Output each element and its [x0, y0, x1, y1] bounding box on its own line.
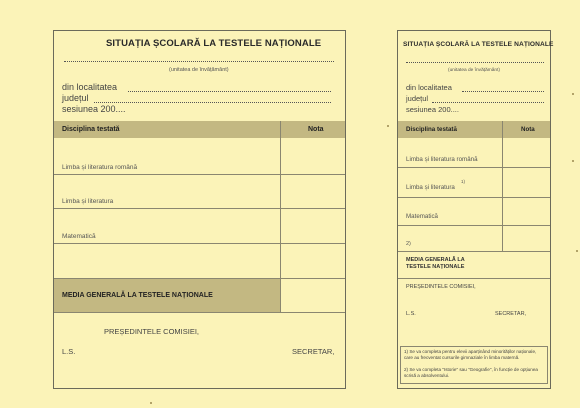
left-average-label: MEDIA GENERALĂ LA TESTELE NAȚIONALE	[62, 292, 213, 299]
left-row-line	[54, 312, 345, 313]
right-footnote-marker-1: 1)	[461, 179, 466, 184]
paper-speck	[387, 125, 389, 127]
right-footnote-marker-2: 2)	[406, 241, 411, 247]
left-ls-label: L.S.	[62, 347, 76, 356]
left-county-label: județul	[62, 93, 89, 103]
paper-speck	[572, 160, 574, 162]
right-session-label: sesiunea 200....	[406, 105, 459, 114]
left-row-line	[54, 174, 345, 175]
left-form	[53, 30, 346, 389]
left-form-title: SITUAȚIA ȘCOLARĂ LA TESTELE NAȚIONALE	[106, 38, 322, 49]
left-locality-label: din localitatea	[62, 82, 118, 92]
right-row-line	[398, 167, 550, 168]
right-subject-mother-tongue: Limba și literatura	[406, 184, 455, 191]
right-row-line	[398, 251, 550, 252]
right-col-subject: Disciplina testată	[406, 126, 457, 133]
left-locality-field[interactable]	[128, 91, 331, 92]
left-table-header	[54, 121, 345, 138]
right-col-grade: Nota	[521, 126, 535, 133]
left-school-hint: (unitatea de învățământ)	[169, 67, 229, 73]
right-subject-romanian: Limba și literatura română	[406, 156, 478, 163]
right-county-field[interactable]	[432, 102, 544, 103]
left-average-row	[54, 279, 280, 312]
right-school-field[interactable]	[406, 62, 544, 63]
left-col-subject: Disciplina testată	[62, 126, 120, 133]
left-president-label: PREȘEDINTELE COMISIEI,	[104, 327, 200, 336]
left-subject-math: Matematică	[62, 233, 96, 240]
right-table-header	[398, 121, 550, 138]
right-footnotes-box	[400, 346, 548, 384]
right-president-label: PREȘEDINTELE COMISIEI,	[406, 284, 476, 290]
right-grade-cell[interactable]	[504, 139, 549, 166]
right-county-label: județul	[406, 94, 429, 103]
left-col-divider	[280, 121, 281, 312]
right-form-title: SITUAȚIA ȘCOLARĂ LA TESTELE NAȚIONALE	[403, 41, 554, 48]
left-subject-romanian: Limba și literatura română	[62, 164, 138, 171]
left-school-field[interactable]	[64, 61, 334, 62]
right-average-label: MEDIA GENERALĂ LA TESTELE NAȚIONALE	[406, 257, 465, 270]
left-grade-cell[interactable]	[282, 139, 344, 173]
right-footnote-1: 1) Se va completa pentru elevii aparținând minorităților naționale, care au frecventat cursurile gimnaziale în limba maternă.	[404, 349, 537, 361]
left-subject-mother-tongue: Limba și literatura	[62, 198, 114, 205]
left-county-field[interactable]	[94, 102, 331, 103]
left-session-label: sesiunea 200....	[62, 104, 126, 114]
right-row-line	[398, 278, 550, 279]
right-col-divider	[502, 121, 503, 251]
right-form	[397, 30, 554, 389]
paper-speck	[572, 93, 574, 95]
right-row-line	[398, 197, 550, 198]
right-subject-math: Matematică	[406, 213, 438, 220]
left-secretary-label: SECRETAR,	[292, 347, 335, 356]
right-footnote-2: 2) Se va completa "Istorie" sau "Geografie", în funcție de opțiunea scrisă a absolventului.	[404, 367, 538, 379]
left-row-line	[54, 243, 345, 244]
right-ls-label: L.S.	[406, 311, 416, 317]
right-secretary-label: SECRETAR,	[495, 311, 527, 317]
left-col-grade: Nota	[308, 126, 324, 133]
paper-speck	[150, 402, 152, 404]
right-school-hint: (unitatea de învățământ)	[448, 68, 500, 73]
right-row-line	[398, 225, 550, 226]
right-locality-field[interactable]	[462, 91, 544, 92]
paper-speck	[576, 250, 578, 252]
right-locality-label: din localitatea	[406, 83, 452, 92]
left-row-line	[54, 208, 345, 209]
